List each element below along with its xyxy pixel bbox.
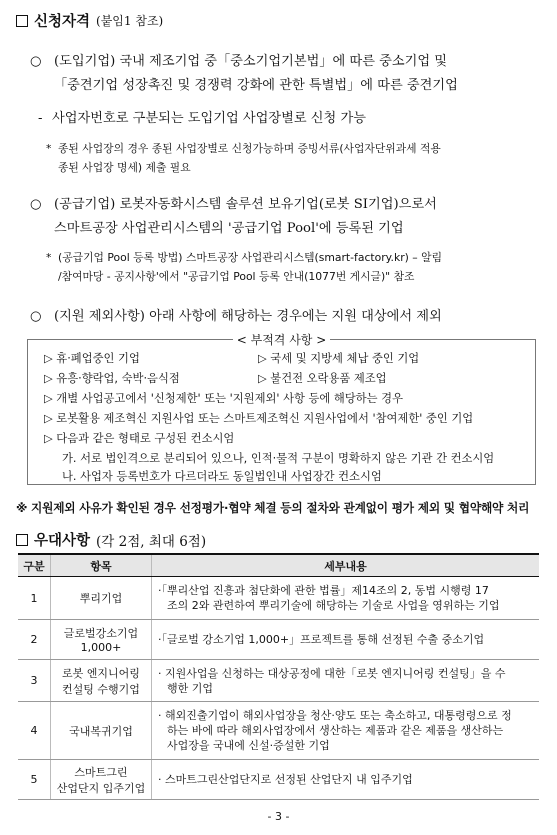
circle-bullet-icon: ○ [30, 309, 42, 324]
eligibility-item [30, 50, 447, 69]
row-no: 2 [18, 620, 51, 660]
item-text: 종된 사업장의 경우 종된 사업장별로 신청가능하며 증빙서류(사업자단위과세 적용 [58, 142, 441, 155]
item-text: (공급기업 Pool 등록 방법) 스마트공장 사업관리시스템(smart-factory.kr) – 알림 [58, 251, 442, 264]
header-detail: 세부내용 [152, 554, 540, 577]
detail-line: · 스마트그린산업단지로 선정된 산업단지 내 입주기업 [158, 773, 413, 786]
row-no: 3 [18, 660, 51, 702]
table-row [18, 760, 539, 800]
box-title-text: < 부적격 사항 > [233, 333, 331, 347]
section-heading-preference [16, 529, 206, 550]
item-text: 사업자번호로 구분되는 도입기업 사업장별로 신청 가능 [52, 111, 366, 126]
preference-table [18, 553, 539, 800]
section-title: 우대사항 [34, 533, 91, 549]
box-title [28, 331, 535, 348]
eligibility-item [30, 193, 437, 212]
item-text: (도입기업) 국내 제조기업 중「중소기업기본법」에 따른 중소기업 및 [54, 54, 448, 69]
item-line: 1,000+ [80, 641, 122, 654]
detail-line: 하는 바에 따라 해외사업장에서 생산하는 제품과 같은 제품을 생산하는 [167, 724, 504, 737]
section-heading-eligibility [16, 10, 163, 31]
item-line: 뿌리기업 [79, 592, 123, 605]
box-item: ▷ 휴·폐업중인 기업 [44, 352, 140, 365]
row-no: 4 [18, 702, 51, 760]
eligibility-subitem [38, 107, 366, 126]
row-detail [152, 760, 540, 800]
item-line: 국내복귀기업 [69, 724, 133, 738]
table-row [18, 702, 539, 760]
box-item: ▷ 불건전 오락용품 제조업 [258, 372, 387, 385]
header-no: 구분 [18, 554, 51, 577]
detail-line: · 해외진출기업이 해외사업장을 청산·양도 또는 축소하고, 대통령령으로 정 [158, 709, 512, 722]
row-detail [152, 702, 540, 760]
section-note: (붙임1 참조) [96, 14, 164, 28]
item-line: 로봇 엔지니어링 [62, 666, 140, 680]
item-text: 스마트공장 사업관리시스템의 '공급기업 Pool'에 등록된 기업 [54, 221, 404, 236]
detail-line: 조의 2와 관련하여 뿌리기술에 해당하는 기술로 사업을 영위하는 기업 [167, 599, 500, 612]
box-item: ▷ 유흥·향락업, 숙박·음식점 [44, 372, 180, 385]
circle-bullet-icon: ○ [30, 54, 42, 69]
box-item: 나. 사업자 등록번호가 다르더라도 동일법인내 사업장간 컨소시엄 [62, 470, 382, 483]
asterisk-bullet-icon: * [46, 142, 52, 155]
item-line: 컨설팅 수행기업 [62, 682, 140, 696]
item-text: (지원 제외사항) 아래 사항에 해당하는 경우에는 지원 대상에서 제외 [54, 309, 442, 324]
row-no: 5 [18, 760, 51, 800]
item-line: 스마트그린 [74, 765, 128, 779]
header-item: 항목 [51, 554, 152, 577]
item-line: 글로벌강소기업 [63, 627, 139, 640]
circle-bullet-icon: ○ [30, 197, 42, 212]
item-text: (공급기업) 로봇자동화시스템 솔루션 보유기업(로봇 SI기업)으로서 [54, 197, 437, 212]
checkbox-square-icon [16, 534, 28, 546]
detail-line: 사업장을 국내에 신설·증설한 기업 [167, 739, 330, 752]
checkbox-square-icon [16, 15, 28, 27]
item-text: 「중견기업 성장촉진 및 경쟁력 강화에 관한 특별법」에 따른 중견기업 [54, 78, 458, 93]
row-item [51, 702, 152, 760]
box-item: 가. 서로 법인격으로 분리되어 있으나, 인적·물적 구분이 명확하지 않은 기관 간 컨소시엄 [62, 452, 495, 465]
footnote [46, 141, 441, 156]
detail-line: 행한 기업 [167, 681, 214, 695]
footnote [46, 250, 442, 265]
ineligible-box [27, 333, 536, 485]
table-row [18, 577, 539, 620]
row-detail [152, 577, 540, 620]
row-item [51, 577, 152, 620]
detail-line: ·「뿌리산업 진흥과 첨단화에 관한 법률」제14조의 2, 동법 시행령 17 [158, 584, 489, 597]
item-line: 산업단지 입주기업 [56, 781, 146, 795]
row-detail [152, 660, 540, 702]
box-item: ▷ 개별 사업공고에서 '신청제한' 또는 '지원제외' 사항 등에 해당하는 경우 [44, 392, 403, 405]
page-number: - 3 - [267, 810, 290, 823]
box-item: ▷ 다음과 같은 형태로 구성된 컨소시엄 [44, 432, 235, 445]
box-item: ▷ 국세 및 지방세 체납 중인 기업 [258, 352, 420, 365]
row-item [51, 620, 152, 660]
row-detail [152, 620, 540, 660]
detail-line: · 지원사업을 신청하는 대상공정에 대한「로봇 엔지니어링 컨설팅」을 수 [158, 666, 506, 680]
row-item [51, 760, 152, 800]
section-title: 신청자격 [34, 14, 91, 30]
detail-line: ·「글로벌 강소기업 1,000+」프로젝트를 통해 선정된 수출 중소기업 [158, 633, 485, 646]
table-row [18, 660, 539, 702]
table-row [18, 620, 539, 660]
table-header-row [18, 554, 539, 577]
asterisk-bullet-icon: * [46, 251, 52, 264]
section-note: (각 2점, 최대 6점) [96, 533, 207, 550]
row-item [51, 660, 152, 702]
row-no: 1 [18, 577, 51, 620]
eligibility-item [30, 305, 442, 324]
exclusion-warning: ※ 지원제외 사유가 확인된 경우 선정평가·협약 체결 등의 절차와 관계없이 평가 제외 및 협약해약 처리 [16, 501, 530, 515]
box-item: ▷ 로봇활용 제조혁신 지원사업 또는 스마트제조혁신 지원사업에서 '참여제한' 중인 기업 [44, 412, 474, 425]
dash-bullet-icon: - [38, 111, 43, 126]
item-text: 종된 사업장 명세) 제출 필요 [58, 161, 191, 174]
item-text: /참여마당 - 공지사항'에서 "공급기업 Pool 등록 안내(1077번 게시글)" 참조 [58, 270, 415, 283]
